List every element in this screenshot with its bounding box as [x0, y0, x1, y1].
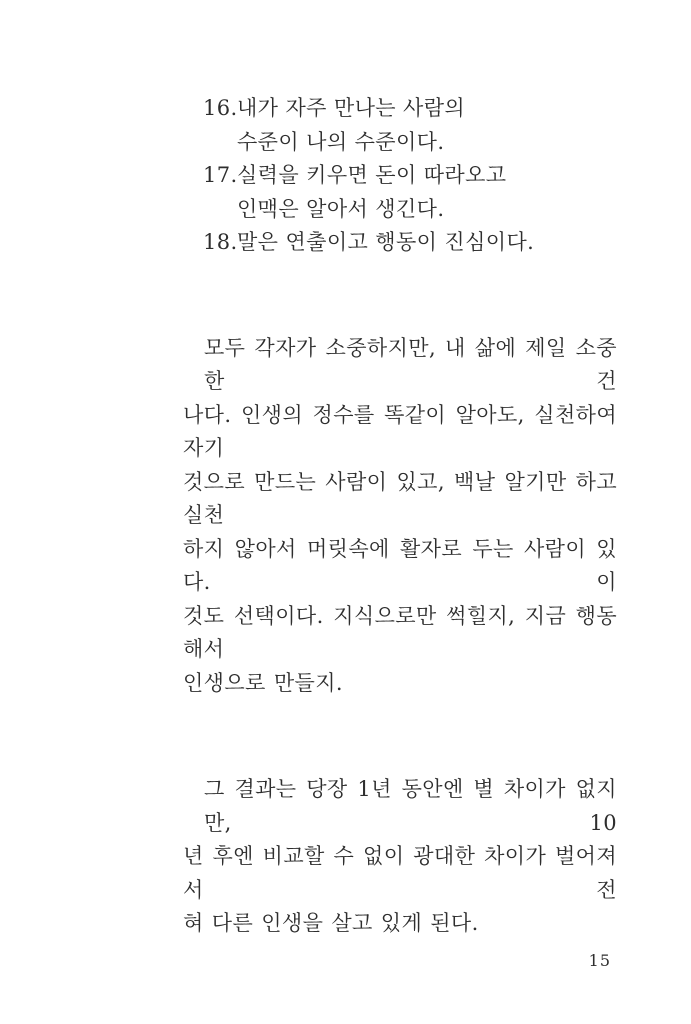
list-item — [203, 226, 617, 260]
list-item-line: 인맥은 알아서 생긴다. — [237, 196, 445, 221]
list-item — [203, 92, 617, 159]
page-content — [183, 92, 617, 941]
numbered-list — [183, 92, 617, 260]
list-item-line: 말은 연출이고 행동이 진심이다. — [237, 230, 535, 254]
body-paragraphs — [183, 332, 617, 941]
list-item-line: 수준이 나의 수준이다. — [237, 129, 445, 154]
paragraph-line: 것도 선택이다. 지식으로만 썩힐지, 지금 행동해서 — [183, 603, 617, 661]
page-number: 15 — [588, 951, 611, 970]
paragraph — [183, 773, 617, 941]
paragraph-line: 모두 각자가 소중하지만, 내 삶에 제일 소중한 건 — [204, 335, 617, 393]
paragraph-line: 그 결과는 당장 1년 동안엔 별 차이가 없지만, 10 — [204, 777, 617, 835]
list-item — [203, 159, 617, 226]
paragraph-line: 나다. 인생의 정수를 똑같이 알아도, 실천하여 자기 — [183, 402, 617, 460]
list-item-body — [237, 92, 617, 159]
paragraph-line: 인생으로 만들지. — [183, 670, 343, 695]
list-item-line: 실력을 키우면 돈이 따라오고 — [237, 163, 507, 187]
list-item-body — [237, 226, 617, 260]
paragraph-line: 하지 않아서 머릿속에 활자로 두는 사람이 있다. 이 — [183, 536, 617, 594]
list-item-number: 16. — [203, 96, 238, 120]
list-item-number: 17. — [203, 163, 238, 187]
paragraph-line: 것으로 만드는 사람이 있고, 백날 알기만 하고 실천 — [183, 469, 617, 527]
paragraph-line: 혀 다른 인생을 살고 있게 된다. — [183, 911, 479, 935]
list-item-line: 내가 자주 만나는 사람의 — [237, 96, 466, 120]
list-item-body — [237, 159, 617, 226]
paragraph-line: 년 후엔 비교할 수 없이 광대한 차이가 벌어져서 전 — [183, 844, 617, 902]
paragraph — [183, 332, 617, 701]
list-item-number: 18. — [203, 230, 238, 254]
